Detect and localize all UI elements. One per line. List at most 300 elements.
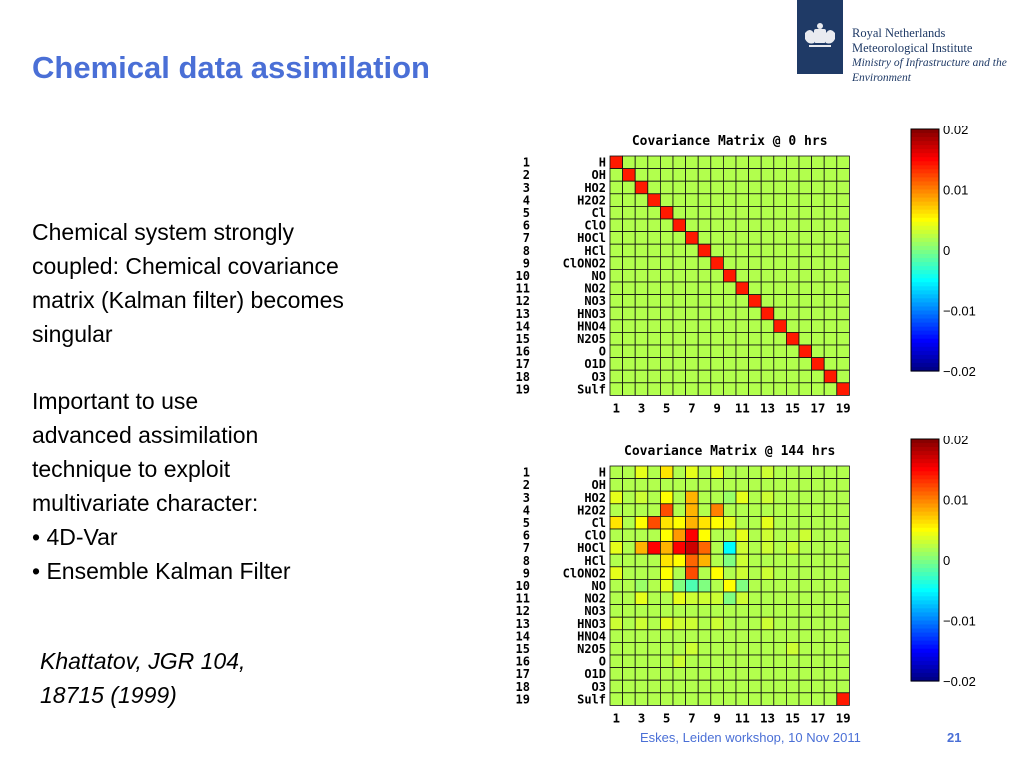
- colorbar-tick-label: 0: [943, 553, 951, 568]
- heatmap-cell: [723, 668, 736, 681]
- colorbar-segment: [911, 524, 939, 529]
- heatmap-cell: [824, 219, 837, 232]
- heatmap-cell: [686, 579, 699, 592]
- row-species-label: HO2: [584, 490, 606, 505]
- heatmap-cell: [723, 370, 736, 383]
- heatmap-cell: [774, 295, 787, 308]
- row-species-label: H: [598, 465, 606, 480]
- heatmap-cell: [824, 282, 837, 295]
- heatmap-cell: [837, 668, 850, 681]
- colorbar-segment: [911, 327, 939, 332]
- bullet-item: • Ensemble Kalman Filter: [32, 558, 291, 584]
- heatmap-cell: [673, 605, 686, 618]
- heatmap-cell: [623, 219, 636, 232]
- heatmap-cell: [623, 579, 636, 592]
- heatmap-cell: [749, 605, 762, 618]
- x-tick-label: 1: [612, 400, 621, 416]
- heatmap-cell: [698, 642, 711, 655]
- heatmap-cell: [824, 680, 837, 693]
- heatmap-cell: [635, 156, 648, 169]
- heatmap-cell: [761, 466, 774, 479]
- colorbar-segment: [911, 254, 939, 259]
- heatmap-cell: [774, 479, 787, 492]
- row-index-label: 15: [515, 332, 530, 346]
- row-index-label: 19: [515, 692, 530, 707]
- heatmap-cell: [824, 358, 837, 371]
- heatmap-cell: [673, 370, 686, 383]
- heatmap-cell: [799, 466, 812, 479]
- heatmap-cell: [749, 169, 762, 182]
- row-index-label: 6: [522, 218, 530, 233]
- heatmap-cell: [698, 345, 711, 358]
- heatmap-cell: [711, 383, 724, 396]
- colorbar-segment: [911, 600, 939, 605]
- heatmap-cell: [711, 630, 724, 643]
- heatmap-cell: [723, 567, 736, 580]
- heatmap-cell: [673, 554, 686, 567]
- heatmap-cell: [623, 554, 636, 567]
- heatmap-cell: [723, 504, 736, 517]
- heatmap-cell: [824, 630, 837, 643]
- heatmap-cell: [610, 156, 623, 169]
- heatmap-cell: [673, 466, 686, 479]
- heatmap-cell: [723, 320, 736, 333]
- heatmap-cell: [635, 542, 648, 555]
- heatmap-cell: [686, 156, 699, 169]
- heatmap-cell: [799, 504, 812, 517]
- heatmap-cell: [610, 370, 623, 383]
- heatmap-cell: [799, 680, 812, 693]
- heatmap-cell: [774, 181, 787, 194]
- heatmap-cell: [786, 320, 799, 333]
- heatmap-cell: [723, 232, 736, 245]
- colorbar-segment: [911, 282, 939, 287]
- heatmap-cell: [761, 630, 774, 643]
- heatmap-cell: [786, 232, 799, 245]
- colorbar-segment: [911, 319, 939, 324]
- heatmap-cell: [761, 693, 774, 706]
- heatmap-cell: [723, 307, 736, 320]
- heatmap-cell: [761, 181, 774, 194]
- heatmap-cell: [698, 579, 711, 592]
- heatmap-cell: [812, 295, 825, 308]
- heatmap-cell: [736, 232, 749, 245]
- colorbar-segment: [911, 141, 939, 146]
- heatmap-cell: [837, 181, 850, 194]
- colorbar-segment: [911, 516, 939, 521]
- institute-name: Royal Netherlands Meteorological Institute Ministry of Infrastructure and the Environment: [852, 26, 1007, 84]
- heatmap-cell: [648, 605, 661, 618]
- heatmap-cell: [761, 332, 774, 345]
- heatmap-cell: [660, 579, 673, 592]
- heatmap-cell: [837, 282, 850, 295]
- heatmap-cell: [736, 491, 749, 504]
- colorbar-segment: [911, 491, 939, 496]
- heatmap-cell: [774, 156, 787, 169]
- colorbar-segment: [911, 339, 939, 344]
- heatmap-cell: [736, 617, 749, 630]
- heatmap-cell: [673, 269, 686, 282]
- heatmap-cell: [686, 370, 699, 383]
- heatmap-cell: [686, 181, 699, 194]
- heatmap-cell: [623, 232, 636, 245]
- heatmap-cell: [786, 206, 799, 219]
- heatmap-cell: [723, 630, 736, 643]
- heatmap-cell: [723, 345, 736, 358]
- colorbar-segment: [911, 311, 939, 316]
- row-index-label: 4: [522, 503, 530, 518]
- heatmap-cell: [635, 383, 648, 396]
- colorbar-segment: [911, 315, 939, 320]
- heatmap-cell: [686, 504, 699, 517]
- heatmap-cell: [698, 332, 711, 345]
- heatmap-cell: [824, 383, 837, 396]
- row-index-label: 18: [515, 679, 530, 694]
- heatmap-cell: [837, 244, 850, 257]
- heatmap-cell: [635, 232, 648, 245]
- heatmap-cell: [698, 542, 711, 555]
- heatmap-cell: [711, 307, 724, 320]
- heatmap-cell: [660, 156, 673, 169]
- heatmap-cell: [761, 579, 774, 592]
- heatmap-cell: [824, 370, 837, 383]
- heatmap-cell: [736, 680, 749, 693]
- heatmap-cell: [635, 605, 648, 618]
- heatmap-cell: [786, 307, 799, 320]
- heatmap-cell: [812, 358, 825, 371]
- heatmap-cell: [812, 479, 825, 492]
- heatmap-cell: [711, 320, 724, 333]
- heatmap-cell: [761, 244, 774, 257]
- colorbar-segment: [911, 443, 939, 448]
- heatmap-cell: [761, 345, 774, 358]
- row-species-label: H: [598, 155, 606, 170]
- heatmap-cell: [812, 194, 825, 207]
- heatmap-cell: [686, 383, 699, 396]
- colorbar-segment: [911, 645, 939, 650]
- heatmap-cell: [837, 491, 850, 504]
- heatmap-cell: [837, 605, 850, 618]
- row-species-label: NO: [591, 269, 606, 283]
- heatmap-cell: [736, 194, 749, 207]
- row-index-label: 17: [515, 357, 530, 372]
- heatmap-cell: [610, 332, 623, 345]
- colorbar-segment: [911, 580, 939, 585]
- heatmap-cell: [837, 169, 850, 182]
- colorbar-segment: [911, 194, 939, 199]
- row-species-label: HO2: [584, 180, 606, 195]
- colorbar-segment: [911, 137, 939, 142]
- x-tick-label: 13: [759, 400, 776, 416]
- heatmap-cell: [799, 693, 812, 706]
- colorbar-segment: [911, 331, 939, 336]
- heatmap-cell: [698, 630, 711, 643]
- row-species-label: HNO4: [577, 319, 606, 334]
- heatmap-cell: [698, 617, 711, 630]
- heatmap-cell: [837, 194, 850, 207]
- heatmap-cell: [610, 169, 623, 182]
- colorbar-segment: [911, 479, 939, 484]
- heatmap-cell: [711, 169, 724, 182]
- heatmap-cell: [635, 579, 648, 592]
- heatmap-cell: [635, 370, 648, 383]
- heatmap-cell: [711, 232, 724, 245]
- heatmap-cell: [786, 680, 799, 693]
- heatmap-cell: [711, 529, 724, 542]
- heatmap-cell: [786, 194, 799, 207]
- colorbar-segment: [911, 294, 939, 299]
- heatmap-cell: [698, 370, 711, 383]
- heatmap-cell: [660, 479, 673, 492]
- heatmap-cell: [660, 244, 673, 257]
- heatmap-cell: [824, 295, 837, 308]
- colorbar-segment: [911, 500, 939, 505]
- heatmap-cell: [736, 529, 749, 542]
- heatmap-cell: [660, 642, 673, 655]
- heatmap-cell: [799, 282, 812, 295]
- heatmap-cell: [824, 491, 837, 504]
- heatmap-cell: [610, 605, 623, 618]
- heatmap-cell: [660, 554, 673, 567]
- heatmap-cell: [774, 642, 787, 655]
- heatmap-cell: [837, 358, 850, 371]
- heatmap-cell: [648, 668, 661, 681]
- row-species-label: HOCl: [577, 231, 606, 246]
- heatmap-cell: [824, 617, 837, 630]
- heatmap-cell: [723, 332, 736, 345]
- heatmap-cell: [623, 680, 636, 693]
- heatmap-cell: [635, 529, 648, 542]
- heatmap-cell: [812, 504, 825, 517]
- heatmap-cell: [686, 194, 699, 207]
- heatmap-cell: [711, 605, 724, 618]
- row-index-label: 10: [515, 269, 530, 283]
- heatmap-cell: [799, 257, 812, 270]
- heatmap-cell: [736, 605, 749, 618]
- heatmap-cell: [786, 605, 799, 618]
- heatmap-cell: [786, 693, 799, 706]
- colorbar-segment: [911, 242, 939, 247]
- heatmap-cell: [824, 269, 837, 282]
- heatmap-cell: [749, 567, 762, 580]
- heatmap-cell: [799, 554, 812, 567]
- colorbar-segment: [911, 355, 939, 360]
- heatmap-cell: [761, 479, 774, 492]
- heatmap-cell: [736, 156, 749, 169]
- colorbar-segment: [911, 487, 939, 492]
- heatmap-cell: [774, 655, 787, 668]
- heatmap-cell: [736, 504, 749, 517]
- heatmap-cell: [799, 295, 812, 308]
- heatmap-cell: [660, 169, 673, 182]
- heatmap-cell: [698, 592, 711, 605]
- row-species-label: O1D: [584, 667, 606, 682]
- heatmap-cell: [623, 194, 636, 207]
- heatmap-cell: [723, 554, 736, 567]
- colorbar-segment: [911, 673, 939, 678]
- row-index-label: 11: [515, 281, 530, 296]
- heatmap-cell: [723, 156, 736, 169]
- heatmap-cell: [812, 156, 825, 169]
- colorbar-segment: [911, 568, 939, 573]
- heatmap-cell: [648, 516, 661, 529]
- colorbar-segment: [911, 532, 939, 537]
- heatmap-cell: [673, 617, 686, 630]
- heatmap-cell: [711, 269, 724, 282]
- heatmap-cell: [673, 529, 686, 542]
- colorbar-segment: [911, 520, 939, 525]
- heatmap-cell: [686, 693, 699, 706]
- heatmap-cell: [711, 693, 724, 706]
- heatmap-cell: [623, 668, 636, 681]
- heatmap-cell: [774, 307, 787, 320]
- heatmap-cell: [723, 491, 736, 504]
- heatmap-cell: [824, 169, 837, 182]
- heatmap-cell: [635, 479, 648, 492]
- heatmap-cell: [774, 206, 787, 219]
- heatmap-cell: [635, 295, 648, 308]
- heatmap-cell: [749, 206, 762, 219]
- heatmap-cell: [799, 206, 812, 219]
- row-index-label: 14: [515, 319, 530, 334]
- heatmap-cell: [786, 542, 799, 555]
- heatmap-cell: [610, 554, 623, 567]
- colorbar-tick-label: 0.02: [943, 126, 969, 137]
- heatmap-cell: [686, 529, 699, 542]
- heatmap-cell: [698, 655, 711, 668]
- heatmap-cell: [824, 554, 837, 567]
- heatmap-cell: [774, 320, 787, 333]
- heatmap-cell: [711, 156, 724, 169]
- heatmap-cell: [786, 181, 799, 194]
- heatmap-cell: [698, 169, 711, 182]
- heatmap-cell: [824, 244, 837, 257]
- heatmap-cell: [648, 295, 661, 308]
- heatmap-cell: [711, 642, 724, 655]
- colorbar-segment: [911, 262, 939, 267]
- heatmap-cell: [774, 282, 787, 295]
- heatmap-cell: [623, 383, 636, 396]
- heatmap-cell: [774, 194, 787, 207]
- heatmap-cell: [660, 320, 673, 333]
- colorbar-segment: [911, 584, 939, 589]
- heatmap-cell: [837, 655, 850, 668]
- heatmap-cell: [749, 358, 762, 371]
- colorbar-segment: [911, 343, 939, 348]
- heatmap-cell: [837, 554, 850, 567]
- colorbar-segment: [911, 165, 939, 170]
- heatmap-cell: [736, 642, 749, 655]
- heatmap-cell: [610, 206, 623, 219]
- heatmap-cell: [660, 358, 673, 371]
- heatmap-cell: [660, 567, 673, 580]
- heatmap-cell: [623, 345, 636, 358]
- colorbar-segment: [911, 302, 939, 307]
- heatmap-cell: [749, 668, 762, 681]
- row-index-label: 1: [522, 155, 530, 170]
- heatmap-cell: [837, 345, 850, 358]
- heatmap-cell: [660, 345, 673, 358]
- heatmap-cell: [711, 345, 724, 358]
- heatmap-cell: [736, 181, 749, 194]
- heatmap-cell: [698, 693, 711, 706]
- heatmap-cell: [774, 516, 787, 529]
- heatmap-cell: [623, 206, 636, 219]
- heatmap-cell: [723, 269, 736, 282]
- heatmap-cell: [686, 542, 699, 555]
- heatmap-cell: [673, 232, 686, 245]
- heatmap-cell: [736, 542, 749, 555]
- heatmap-cell: [774, 383, 787, 396]
- heatmap-cell: [623, 307, 636, 320]
- heatmap-cell: [698, 295, 711, 308]
- x-tick-label: 3: [637, 400, 646, 416]
- heatmap-cell: [711, 332, 724, 345]
- heatmap-cell: [786, 516, 799, 529]
- heatmap-cell: [786, 332, 799, 345]
- heatmap-cell: [799, 358, 812, 371]
- slide-title: Chemical data assimilation: [32, 50, 430, 85]
- heatmap-cell: [723, 592, 736, 605]
- heatmap-cell: [673, 345, 686, 358]
- heatmap-cell: [749, 542, 762, 555]
- heatmap-cell: [686, 567, 699, 580]
- heatmap-cell: [761, 370, 774, 383]
- heatmap-cell: [648, 655, 661, 668]
- row-index-label: 17: [515, 667, 530, 682]
- heatmap-cell: [723, 206, 736, 219]
- heatmap-cell: [786, 219, 799, 232]
- heatmap-cell: [736, 554, 749, 567]
- heatmap-cell: [635, 206, 648, 219]
- page-number: 21: [947, 730, 962, 745]
- heatmap-cell: [610, 320, 623, 333]
- colorbar-segment: [911, 359, 939, 364]
- colorbar-tick-label: 0.02: [943, 436, 969, 447]
- heatmap-cell: [673, 219, 686, 232]
- heatmap-cell: [635, 630, 648, 643]
- heatmap-cell: [837, 479, 850, 492]
- row-index-label: 16: [515, 654, 530, 669]
- heatmap-cell: [786, 617, 799, 630]
- colorbar-segment: [911, 576, 939, 581]
- row-index-label: 9: [522, 256, 530, 271]
- heatmap-cell: [698, 529, 711, 542]
- row-index-label: 15: [515, 642, 530, 656]
- heatmap-cell: [837, 156, 850, 169]
- heatmap-cell: [660, 592, 673, 605]
- heatmap-cell: [799, 605, 812, 618]
- heatmap-cell: [635, 668, 648, 681]
- chart-title: Covariance Matrix @ 0 hrs: [631, 134, 828, 149]
- heatmap-cell: [812, 244, 825, 257]
- heatmap-cell: [812, 345, 825, 358]
- colorbar-segment: [911, 596, 939, 601]
- heatmap-cell: [774, 579, 787, 592]
- heatmap-cell: [799, 542, 812, 555]
- colorbar-segment: [911, 169, 939, 174]
- row-index-label: 5: [522, 516, 530, 530]
- heatmap-svg: [503, 436, 1003, 736]
- heatmap-cell: [786, 370, 799, 383]
- heatmap-cell: [648, 491, 661, 504]
- heatmap-cell: [799, 244, 812, 257]
- heatmap-cell: [824, 567, 837, 580]
- colorbar-segment: [911, 463, 939, 468]
- heatmap-cell: [824, 181, 837, 194]
- heatmap-cell: [786, 642, 799, 655]
- heatmap-cell: [799, 579, 812, 592]
